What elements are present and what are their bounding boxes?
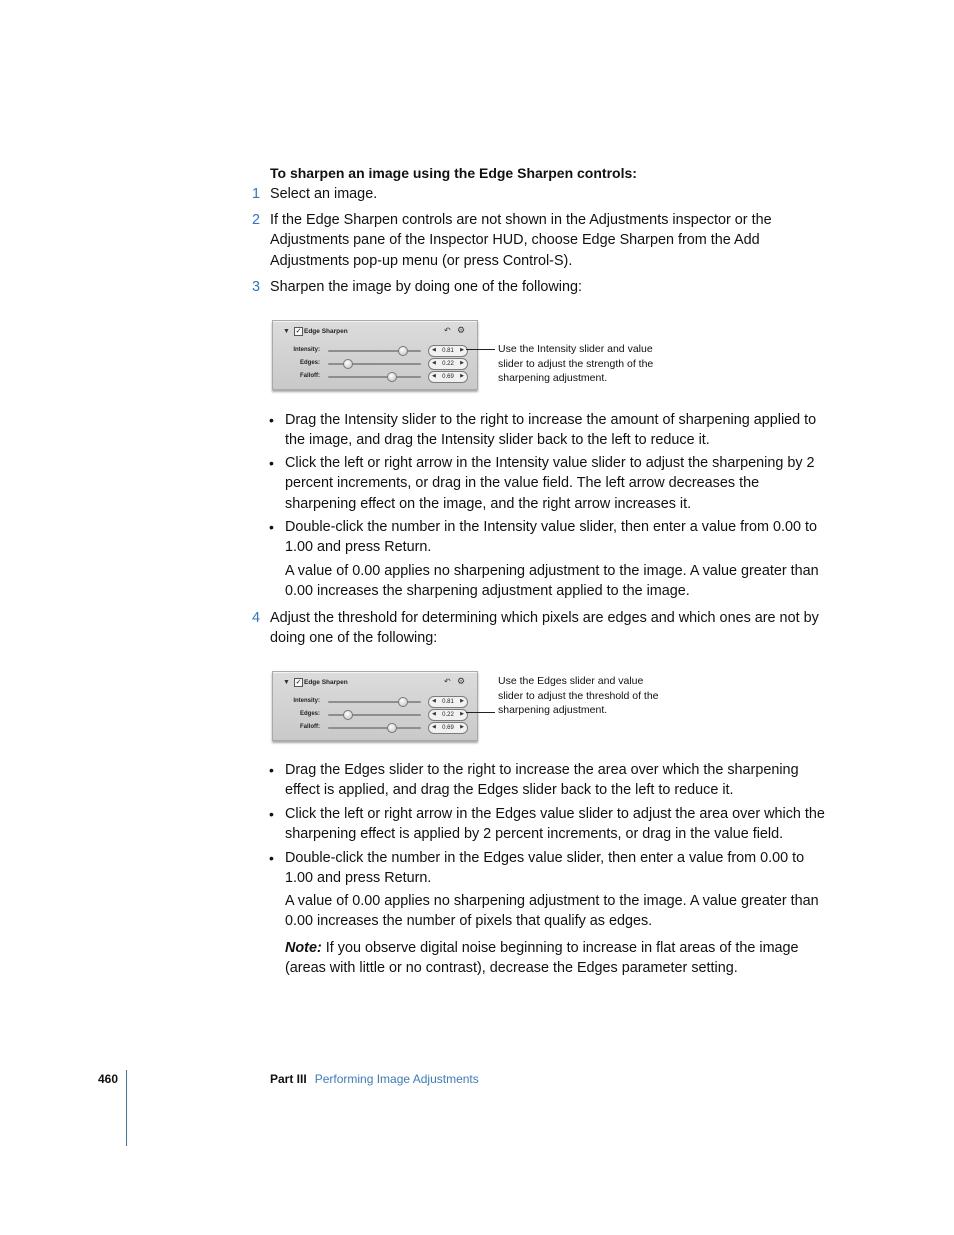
slider-knob[interactable] xyxy=(343,710,353,720)
intensity-value[interactable]: 0.81 xyxy=(442,347,454,354)
falloff-label: Falloff: xyxy=(300,373,320,379)
right-arrow-icon[interactable]: ▶ xyxy=(460,711,464,717)
right-arrow-icon[interactable]: ▶ xyxy=(460,360,464,366)
right-arrow-icon[interactable]: ▶ xyxy=(460,698,464,704)
intensity-value[interactable]: 0.81 xyxy=(442,698,454,705)
right-arrow-icon[interactable]: ▶ xyxy=(460,724,464,730)
edges-slider[interactable] xyxy=(328,363,421,365)
bullet-text: Double-click the number in the Edges value slider, then enter a value from 0.00 to 1.00 and press Return. xyxy=(285,850,805,887)
callout-line xyxy=(466,349,495,350)
intensity-slider[interactable] xyxy=(328,701,421,703)
intensity-value-slider[interactable] xyxy=(428,696,468,708)
footer-divider xyxy=(126,1070,127,1146)
falloff-slider[interactable] xyxy=(328,727,421,729)
left-arrow-icon[interactable]: ◀ xyxy=(432,347,436,353)
step-text: Adjust the threshold for determining which pixels are edges and which ones are not by doing one of the following: xyxy=(270,610,819,647)
note-label: Note: xyxy=(285,940,322,956)
step-text: If the Edge Sharpen controls are not shown in the Adjustments inspector or the Adjustments pane of the Inspector HUD, choose Edge Sharpen from the Add Adjustments pop-up menu (or press Control-S). xyxy=(270,212,772,269)
edges-value[interactable]: 0.22 xyxy=(442,711,454,718)
bullet-icon: • xyxy=(269,455,274,471)
footer-breadcrumb xyxy=(270,1072,479,1086)
paragraph: A value of 0.00 applies no sharpening adjustment to the image. A value greater than 0.00 increases the sharpening adjustment applied to the image. xyxy=(285,563,819,600)
right-arrow-icon[interactable]: ▶ xyxy=(460,347,464,353)
falloff-row xyxy=(273,371,477,383)
panel-title: Edge Sharpen xyxy=(304,679,348,686)
bullet-icon: • xyxy=(269,519,274,535)
panel-header xyxy=(273,672,477,694)
enable-checkbox[interactable]: ✓ xyxy=(295,679,302,686)
step-number: 1 xyxy=(252,186,261,202)
panel-header xyxy=(273,321,477,343)
falloff-label: Falloff: xyxy=(300,724,320,730)
gear-icon[interactable]: ⚙ xyxy=(457,325,466,335)
left-arrow-icon[interactable]: ◀ xyxy=(432,711,436,717)
bullet-icon: • xyxy=(269,412,274,428)
edge-sharpen-panel xyxy=(272,320,478,390)
enable-checkbox[interactable]: ✓ xyxy=(295,328,302,335)
note-text: If you observe digital noise beginning to increase in flat areas of the image (areas with little or no contrast), decrease the Edges parameter setting. xyxy=(285,940,799,977)
bullet-text: Drag the Intensity slider to the right to increase the amount of sharpening applied to the image, and drag the Intensity slider back to the left to reduce it. xyxy=(285,412,817,449)
intensity-slider[interactable] xyxy=(328,350,421,352)
disclosure-triangle-icon[interactable]: ▼ xyxy=(283,328,290,335)
step-text: Select an image. xyxy=(270,186,378,202)
step-number: 3 xyxy=(252,279,261,295)
chapter-link[interactable]: Performing Image Adjustments xyxy=(314,1072,479,1086)
part-label: Part III xyxy=(270,1072,307,1086)
intensity-callout: Use the Intensity slider and value slider to adjust the strength of the sharpening adjustment. xyxy=(498,343,654,385)
edges-label: Edges: xyxy=(299,711,320,717)
edges-slider[interactable] xyxy=(328,714,421,716)
intensity-value-slider[interactable] xyxy=(428,345,468,357)
edges-callout: Use the Edges slider and value slider to adjust the threshold of the sharpening adjustment. xyxy=(498,675,659,717)
falloff-row xyxy=(273,722,477,734)
edges-label: Edges: xyxy=(299,360,320,366)
bullet-text: Double-click the number in the Intensity value slider, then enter a value from 0.00 to 1.00 and press Return. xyxy=(285,519,817,556)
left-arrow-icon[interactable]: ◀ xyxy=(432,724,436,730)
page-number: 460 xyxy=(98,1072,119,1086)
intensity-label: Intensity: xyxy=(293,698,320,704)
paragraph: A value of 0.00 applies no sharpening adjustment to the image. A value greater than 0.00 increases the number of pixels that qualify as edges. xyxy=(285,893,819,930)
falloff-value[interactable]: 0.69 xyxy=(442,373,454,380)
falloff-value-slider[interactable] xyxy=(428,722,468,734)
intensity-row xyxy=(273,345,477,357)
procedure-heading: To sharpen an image using the Edge Sharpen controls: xyxy=(270,165,637,181)
bullet-text: Click the left or right arrow in the Intensity value slider to adjust the sharpening by 2 percent increments, or drag in the value field. The left arrow decreases the sharpening effect on the image, and the right arrow increases it. xyxy=(285,455,815,512)
left-arrow-icon[interactable]: ◀ xyxy=(432,698,436,704)
bullet-icon: • xyxy=(269,806,274,822)
undo-arrow-icon[interactable]: ↶ xyxy=(444,677,451,686)
edges-row xyxy=(273,709,477,721)
intensity-row xyxy=(273,696,477,708)
step-number: 4 xyxy=(252,610,261,626)
bullet-icon: • xyxy=(269,762,274,778)
slider-knob[interactable] xyxy=(398,346,408,356)
step-number: 2 xyxy=(252,212,261,228)
undo-arrow-icon[interactable]: ↶ xyxy=(444,326,451,335)
step-text: Sharpen the image by doing one of the following: xyxy=(270,279,583,295)
left-arrow-icon[interactable]: ◀ xyxy=(432,373,436,379)
disclosure-triangle-icon[interactable]: ▼ xyxy=(283,679,290,686)
slider-knob[interactable] xyxy=(387,372,397,382)
edges-row xyxy=(273,358,477,370)
edges-value-slider[interactable] xyxy=(428,358,468,370)
edge-sharpen-panel xyxy=(272,671,478,741)
slider-knob[interactable] xyxy=(343,359,353,369)
callout-line xyxy=(466,712,495,713)
edges-value[interactable]: 0.22 xyxy=(442,360,454,367)
intensity-label: Intensity: xyxy=(293,347,320,353)
left-arrow-icon[interactable]: ◀ xyxy=(432,360,436,366)
slider-knob[interactable] xyxy=(387,723,397,733)
panel-title: Edge Sharpen xyxy=(304,328,348,335)
note-paragraph xyxy=(285,938,826,979)
right-arrow-icon[interactable]: ▶ xyxy=(460,373,464,379)
falloff-slider[interactable] xyxy=(328,376,421,378)
bullet-icon: • xyxy=(269,850,274,866)
falloff-value-slider[interactable] xyxy=(428,371,468,383)
bullet-text: Click the left or right arrow in the Edges value slider to adjust the area over which the sharpening effect is applied by 2 percent increments, or drag in the value field. xyxy=(285,806,825,843)
gear-icon[interactable]: ⚙ xyxy=(457,676,466,686)
edges-value-slider[interactable] xyxy=(428,709,468,721)
bullet-text: Drag the Edges slider to the right to increase the area over which the sharpening effect is applied, and drag the Edges slider back to the left to reduce it. xyxy=(285,762,799,799)
falloff-value[interactable]: 0.69 xyxy=(442,724,454,731)
slider-knob[interactable] xyxy=(398,697,408,707)
